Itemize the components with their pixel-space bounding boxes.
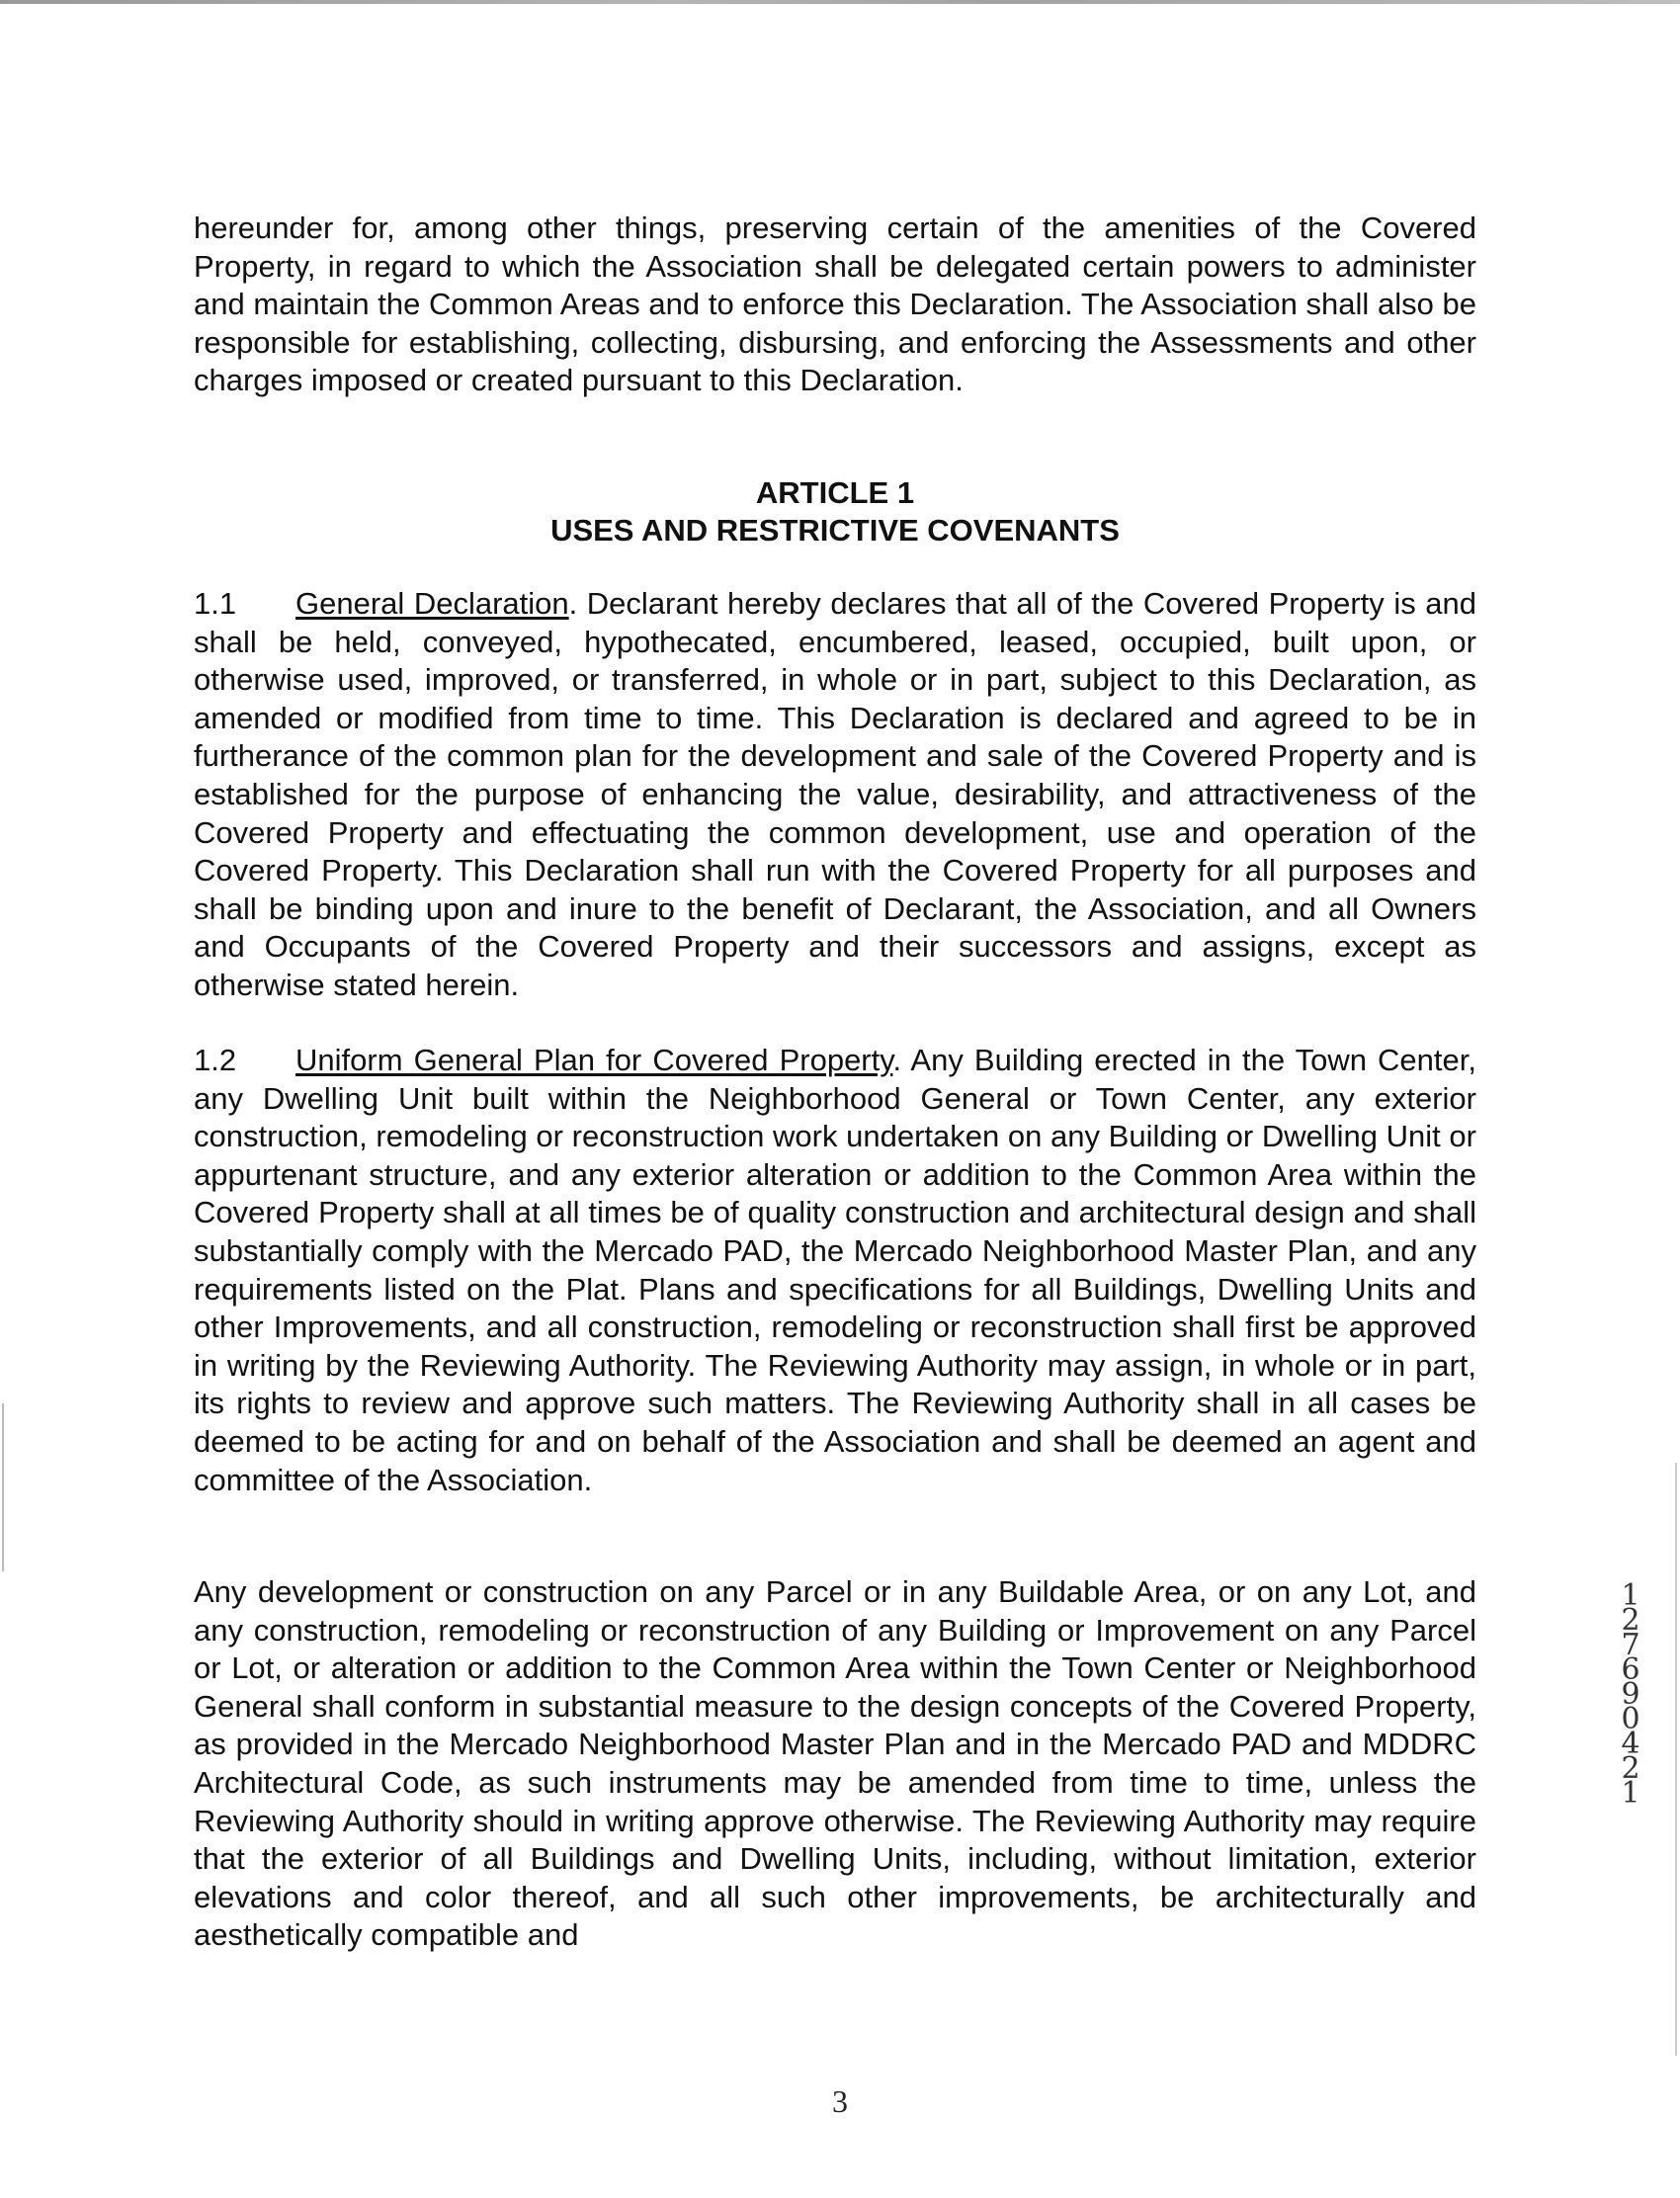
scan-edge-mark — [2, 1403, 4, 1571]
page-number: 3 — [832, 2083, 848, 2119]
article-label: ARTICLE 1 — [755, 475, 915, 510]
scan-edge-mark — [1675, 1463, 1677, 2056]
section-number: 1.1 — [194, 586, 237, 621]
scan-edge-line — [0, 0, 1680, 4]
continuation-paragraph: Any development or construction on any Parcel or in any Buildable Area, or on any Lot, and any construction, remodeling or reconstruction of any Building or Improvement on any Parcel or Lot, or alteration or addition to the Common Area within the Town Center or Neighborhood General shall conform in substantial measure to the design concepts of the Covered Property, as provided in the Mercado Neighborhood Master Plan and in the Mercado PAD and MDDRC Architectural Code, as such instruments may be amended from time to time, unless the Reviewing Authority should in writing approve otherwise. The Reviewing Authority may require that the exterior of all Buildings and Dwelling Units, including, without limitation, exterior elevations and color thereof, and all such other improvements, be architecturally and aesthetically compatible and — [194, 1574, 1476, 1953]
recording-number: 127690421 — [1621, 1578, 1640, 1811]
section-body: . Declarant hereby declares that all of the Covered Property is and shall be held, conveyed, hypothecated, encumbered, leased, occupied, built upon, or otherwise used, improved, or transferred, in whole or in part, subject to this Declaration, as amended or modified from time to time. This Declaration is declared and agreed to be in furtherance of the common plan for the development and sale of the Covered Property and is established for the purpose of enhancing the value, desirability, and attractiveness of the Covered Property and effectuating the common development, use and operation of the Covered Property. This Declaration shall run with the Covered Property for all purposes and shall be binding upon and inure to the benefit of Declarant, the Association, and all Owners and Occupants of the Covered Property and their successors and assigns, except as otherwise stated herein. — [194, 586, 1476, 1002]
section-body: . Any Building erected in the Town Center, any Dwelling Unit built within the Neighborhood General or Town Center, any exterior construction, remodeling or reconstruction work undertaken on any Building or Dwelling Unit or appurtenant structure, and any exterior alteration or addition to the Common Area within the Covered Property shall at all times be of quality construction and architectural design and shall substantially comply with the Mercado PAD, the Mercado Neighborhood Master Plan, and any requirements listed on the Plat. Plans and specifications for all Buildings, Dwelling Units and other Improvements, and all construction, remodeling or reconstruction shall first be approved in writing by the Reviewing Authority. The Reviewing Authority may assign, in whole or in part, its rights to review and approve such matters. The Reviewing Authority shall in all cases be deemed to be acting for and on behalf of the Association and shall be deemed an agent and committee of the Association. — [194, 1043, 1476, 1497]
article-title: USES AND RESTRICTIVE COVENANTS — [550, 513, 1120, 548]
section-heading: General Declaration — [295, 586, 569, 621]
section-number: 1.2 — [194, 1043, 237, 1077]
intro-paragraph: hereunder for, among other things, preserving certain of the amenities of the Covered Property, in regard to which the Association shall be delegated certain powers to administer and maintain the Common Areas and to enforce this Declaration. The Association shall also be responsible for establishing, collecting, disbursing, and enforcing the Assessments and other charges imposed or created pursuant to this Declaration. — [194, 211, 1476, 398]
section-1-1-paragraph — [194, 585, 1476, 1005]
section-1-2-paragraph — [194, 1042, 1476, 1499]
section-heading: Uniform General Plan for Covered Property — [295, 1043, 893, 1077]
